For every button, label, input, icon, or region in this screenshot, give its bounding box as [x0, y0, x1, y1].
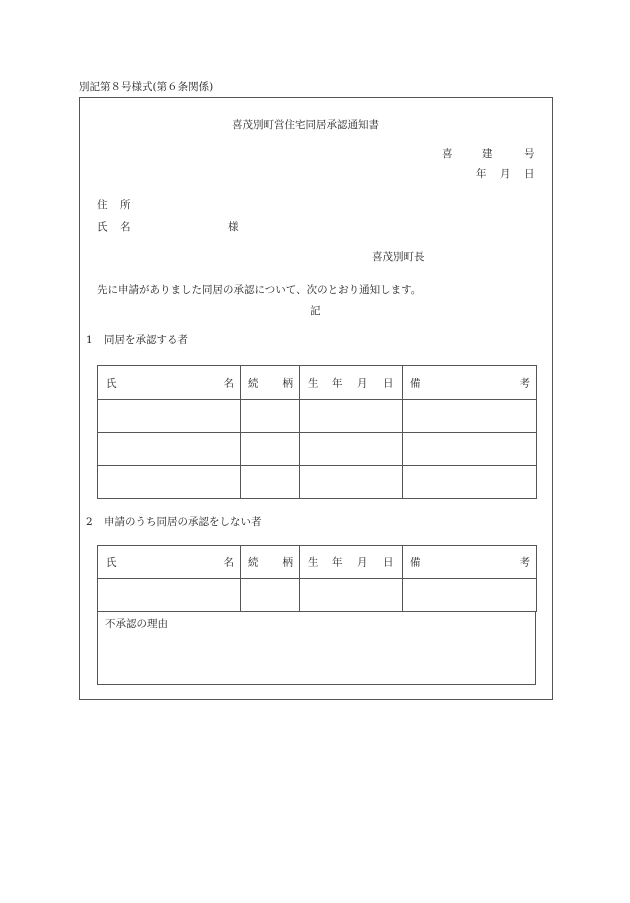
header-note-a: 備 [410, 377, 421, 389]
table-row [98, 466, 537, 499]
birthdate-cell [300, 400, 403, 433]
birthdate-cell [300, 579, 403, 612]
relation-cell [241, 400, 300, 433]
header-name-a: 氏 [106, 556, 117, 569]
remarks-cell [403, 433, 537, 466]
header-rel-b: 柄 [282, 377, 293, 389]
relation-cell [241, 579, 300, 612]
doc-number-char-1: 喜 [442, 148, 453, 160]
ki-heading: 記 [310, 305, 321, 317]
remarks-cell [403, 466, 537, 499]
header-note-b: 考 [519, 556, 530, 569]
rejected-members-table [97, 545, 537, 612]
header-note-b: 考 [519, 377, 530, 389]
header-name [98, 546, 241, 579]
name-cell [98, 579, 241, 612]
rejection-reason-box [97, 611, 536, 685]
document-title: 喜茂別町営住宅同居承認通知書 [232, 119, 379, 131]
header-birthdate [300, 546, 403, 579]
header-relation [241, 546, 300, 579]
section-2-title: 申請のうち同居の承認をしない者 [104, 516, 262, 528]
name-label-char-1: 氏 [97, 221, 108, 233]
section-1-number: 1 [86, 334, 93, 346]
header-dob-c: 月 [357, 556, 368, 569]
header-dob-b: 年 [332, 377, 343, 389]
issuer: 喜茂別町長 [372, 251, 425, 263]
approved-members-table [97, 365, 537, 499]
name-cell [98, 466, 241, 499]
header-relation [241, 366, 300, 400]
table-row [98, 433, 537, 466]
name-label-char-2: 名 [120, 221, 131, 233]
address-label-char-1: 住 [97, 199, 108, 211]
birthdate-cell [300, 466, 403, 499]
remarks-cell [403, 400, 537, 433]
name-cell [98, 400, 241, 433]
header-name-b: 名 [223, 556, 234, 569]
header-dob-b: 年 [332, 556, 343, 569]
remarks-cell [403, 579, 537, 612]
header-birthdate [300, 366, 403, 400]
header-dob-d: 日 [383, 556, 394, 569]
table-row [98, 579, 537, 612]
address-label-char-2: 所 [120, 199, 131, 211]
header-name-a: 氏 [106, 377, 117, 389]
relation-cell [241, 433, 300, 466]
doc-number-char-3: 号 [524, 148, 535, 160]
doc-number-char-2: 建 [482, 148, 493, 160]
date-day: 日 [524, 168, 535, 180]
honorific: 様 [228, 221, 239, 233]
rejection-reason-label: 不承認の理由 [105, 618, 168, 630]
name-cell [98, 433, 241, 466]
section-2-number: 2 [86, 516, 93, 528]
header-dob-d: 日 [383, 377, 394, 389]
section-1-title: 同居を承認する者 [104, 334, 188, 346]
header-dob-c: 月 [357, 377, 368, 389]
header-rel-a: 続 [248, 556, 259, 569]
form-id: 別記第８号様式(第６条関係) [79, 81, 214, 93]
header-rel-a: 続 [248, 377, 259, 389]
table-header-row [98, 546, 537, 579]
body-text: 先に申請がありました同居の承認について、次のとおり通知します。 [97, 284, 422, 296]
header-dob-a: 生 [308, 377, 319, 389]
header-remarks [403, 546, 537, 579]
header-rel-b: 柄 [282, 556, 293, 569]
header-name [98, 366, 241, 400]
table-row [98, 400, 537, 433]
date-year: 年 [476, 168, 487, 180]
header-remarks [403, 366, 537, 400]
birthdate-cell [300, 433, 403, 466]
header-dob-a: 生 [308, 556, 319, 569]
header-note-a: 備 [410, 556, 421, 569]
date-month: 月 [500, 168, 511, 180]
relation-cell [241, 466, 300, 499]
header-name-b: 名 [223, 377, 234, 389]
table-header-row [98, 366, 537, 400]
